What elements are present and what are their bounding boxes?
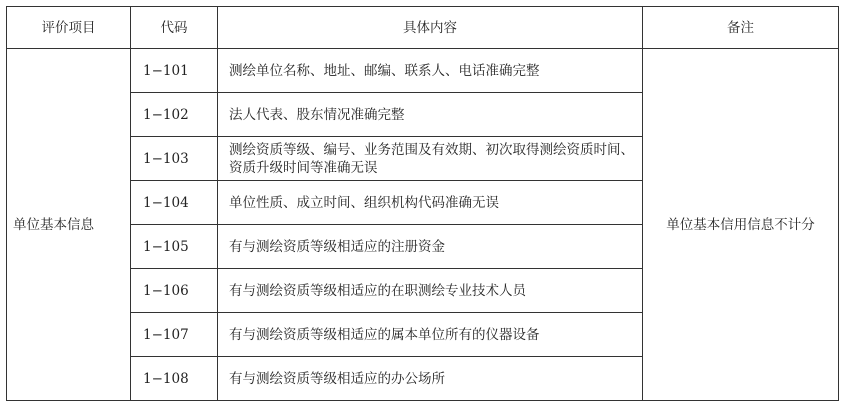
code-cell: 1−102 (131, 93, 218, 137)
content-cell: 测绘单位名称、地址、邮编、联系人、电话准确完整 (218, 49, 643, 93)
content-cell: 测绘资质等级、编号、业务范围及有效期、初次取得测绘资质时间、资质升级时间等准确无误 (218, 137, 643, 181)
credit-evaluation-table (6, 6, 839, 401)
header-evaluation-item: 评价项目 (7, 7, 131, 49)
content-cell: 单位性质、成立时间、组织机构代码准确无误 (218, 181, 643, 225)
code-cell: 1−106 (131, 269, 218, 313)
content-cell: 有与测绘资质等级相适应的属本单位所有的仪器设备 (218, 313, 643, 357)
header-note: 备注 (643, 7, 839, 49)
code-cell: 1−105 (131, 225, 218, 269)
table-row (7, 49, 839, 93)
header-code: 代码 (131, 7, 218, 49)
code-cell: 1−101 (131, 49, 218, 93)
code-cell: 1−104 (131, 181, 218, 225)
note-cell: 单位基本信用信息不计分 (643, 49, 839, 401)
content-cell: 法人代表、股东情况准确完整 (218, 93, 643, 137)
header-content: 具体内容 (218, 7, 643, 49)
code-cell: 1−107 (131, 313, 218, 357)
content-cell: 有与测绘资质等级相适应的注册资金 (218, 225, 643, 269)
evaluation-item-cell: 单位基本信息 (7, 49, 131, 401)
header-row (7, 7, 839, 49)
code-cell: 1−103 (131, 137, 218, 181)
content-cell: 有与测绘资质等级相适应的在职测绘专业技术人员 (218, 269, 643, 313)
code-cell: 1−108 (131, 357, 218, 401)
content-cell: 有与测绘资质等级相适应的办公场所 (218, 357, 643, 401)
